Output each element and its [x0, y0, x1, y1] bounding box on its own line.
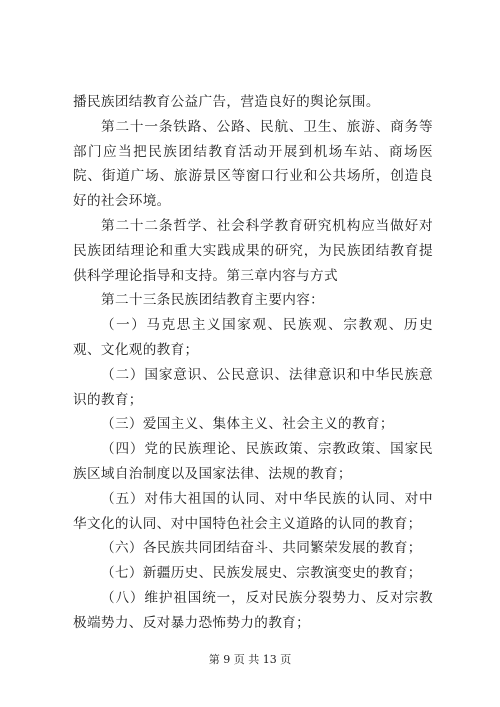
paragraph-article-22: 第二十二条哲学、社会科学教育研究机构应当做好对民族团结理论和重大实践成果的研究，为民族团结教育提供科学理论指导和支持。第三章内容与方式 [73, 217, 433, 284]
list-item-8: （八）维护祖国统一，反对民族分裂势力、反对宗教极端势力、反对暴力恐怖势力的教育； [73, 589, 433, 631]
page-number: 第 9 页 共 13 页 [208, 653, 292, 666]
document-body [73, 90, 433, 636]
list-item-1: （一）马克思主义国家观、民族观、宗教观、历史观、文化观的教育； [73, 317, 433, 358]
list-item-5: （五）对伟大祖国的认同、对中华民族的认同、对中华文化的认同、对中国特色社会主义道路的认同的教育； [73, 490, 433, 532]
paragraph-article-23: 第二十三条民族团结教育主要内容： [101, 292, 325, 309]
list-item-6: （六）各民族共同团结奋斗、共同繁荣发展的教育； [101, 540, 422, 557]
paragraph-article-21: 第二十一条铁路、公路、民航、卫生、旅游、商务等部门应当把民族团结教育活动开展到机场车站、商场医院、街道广场、旅游景区等窗口行业和公共场所，创造良好的社会环境。 [73, 118, 433, 210]
paragraph-continuation: 播民族团结教育公益广告，营造良好的舆论氛围。 [73, 94, 380, 110]
list-item-2: （二）国家意识、公民意识、法律意识和中华民族意识的教育； [73, 366, 433, 408]
page-footer [0, 653, 500, 667]
list-item-3: （三）爱国主义、集体主义、社会主义的教育； [101, 416, 394, 433]
list-item-4: （四）党的民族理论、民族政策、宗教政策、国家民族区域自治制度以及国家法律、法规的教育； [73, 441, 433, 482]
list-item-7: （七）新疆历史、民族发展史、宗教演变史的教育； [101, 565, 422, 582]
